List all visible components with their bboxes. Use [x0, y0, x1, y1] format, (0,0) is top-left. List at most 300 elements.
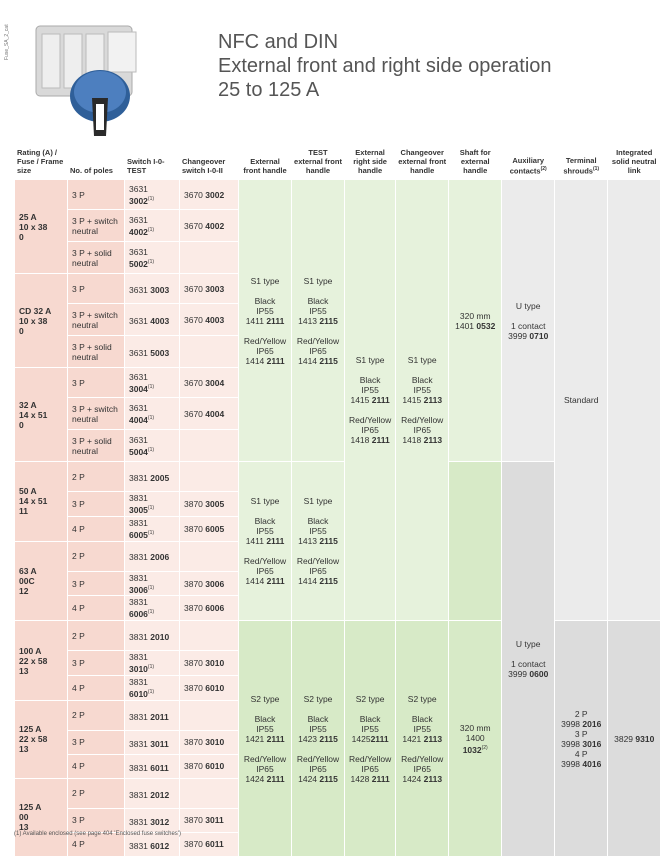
changeover-code-suffix: 6006 [205, 603, 225, 614]
aux-code-prefix: 3999 [508, 668, 530, 679]
handle-color-2: Red/Yellow [243, 753, 287, 764]
changeover-code-suffix: 3005 [205, 498, 225, 509]
aux-contact: 1 contact [510, 658, 546, 669]
handle-cell [396, 621, 448, 856]
switch-code-note: (1) [147, 414, 155, 421]
switch-code-note: (1) [147, 195, 155, 202]
handle-color-2: Red/Yellow [296, 753, 340, 764]
changeover-code-cell [180, 809, 238, 832]
switch-code-note: (1) [147, 383, 155, 390]
handle-cell [239, 462, 291, 620]
switch-code-cell [125, 542, 179, 571]
handle-code-2-suffix: 2111 [371, 435, 390, 446]
header-aux-label: Auxiliary contacts [509, 155, 545, 175]
handle-ip-2: IP65 [413, 425, 431, 436]
poles-text: 4 P [72, 523, 85, 534]
switch-code-suffix: 2005 [150, 472, 170, 483]
poles-cell [68, 368, 124, 397]
rating-text: 25 A 10 x 38 0 [19, 211, 48, 242]
switch-code-cell [125, 462, 179, 491]
changeover-code-prefix: 3870 [184, 523, 206, 534]
handle-ip-2: IP65 [309, 763, 327, 774]
handle-cell [345, 180, 395, 620]
handle-code-2-prefix: 1414 [298, 355, 320, 366]
poles-text: 3 P + solid neutral [72, 435, 112, 456]
aux-contact: 1 contact [510, 320, 546, 331]
switch-code-suffix: 3010 [129, 664, 148, 675]
poles-text: 3 P [72, 189, 85, 200]
switch-code-prefix: 3631 [129, 284, 151, 295]
switch-code-prefix: 3831 [129, 711, 151, 722]
switch-code-cell [125, 621, 179, 650]
switch-code-note: (1) [147, 609, 155, 616]
poles-text: 2 P [72, 471, 85, 482]
changeover-code-suffix: 6010 [205, 683, 225, 694]
handle-color-2: Red/Yellow [243, 556, 287, 567]
shaft-length: 320 mm [459, 310, 491, 321]
switch-code-cell [125, 180, 179, 209]
changeover-code-suffix: 3002 [205, 189, 225, 200]
handle-code-2-suffix: 2111 [266, 355, 285, 366]
changeover-code-suffix: 4002 [205, 220, 225, 231]
handle-type: S1 type [303, 275, 333, 286]
handle-code-2-prefix: 1414 [298, 576, 320, 587]
switch-code-note: (1) [147, 529, 155, 536]
neutral-code-suffix: 9310 [635, 733, 655, 744]
handle-ip-2: IP65 [256, 763, 274, 774]
shroud-code-suffix: 4016 [582, 758, 602, 769]
switch-code-cell [125, 430, 179, 461]
changeover-code-prefix: 3670 [184, 189, 206, 200]
poles-text: 4 P [72, 683, 85, 694]
handle-color-2: Red/Yellow [349, 753, 392, 764]
changeover-code-cell [180, 833, 238, 856]
handle-ip-2: IP65 [309, 345, 327, 356]
switch-code-suffix: 6006 [129, 609, 148, 620]
poles-text: 3 P + solid neutral [72, 247, 112, 268]
switch-code-cell [125, 210, 179, 241]
poles-cell [68, 779, 124, 808]
neutral-empty-cell [608, 180, 660, 620]
handle-code-2-suffix: 2111 [371, 773, 390, 784]
switch-code-cell [125, 304, 179, 335]
handle-code-1-prefix: 1423 [298, 733, 320, 744]
handle-code-1-suffix: 2111 [266, 315, 285, 326]
switch-code-prefix: 3831 [129, 631, 151, 642]
switch-code-suffix: 2006 [150, 552, 170, 563]
handle-cell [239, 180, 291, 461]
switch-code-prefix: 3631 [129, 214, 148, 225]
handle-cell [239, 621, 291, 856]
header-shrouds [555, 146, 607, 179]
switch-code-prefix: 3631 [129, 434, 148, 445]
poles-text: 4 P [72, 603, 85, 614]
changeover-code-prefix: 3670 [184, 220, 206, 231]
aux-cell [502, 462, 554, 856]
poles-text: 2 P [72, 710, 85, 721]
poles-cell [68, 572, 124, 596]
handle-code-1-prefix: 1425 [351, 733, 371, 744]
handle-type: S1 type [355, 355, 385, 366]
poles-cell [68, 398, 124, 429]
aux-type: U type [515, 638, 541, 649]
handle-ip-1: IP55 [361, 385, 379, 396]
handle-cell [292, 180, 344, 461]
handle-code-1-prefix: 1411 [245, 536, 267, 547]
handle-code-1-prefix: 1413 [298, 536, 320, 547]
shaft-code-suffix: 0532 [476, 320, 496, 331]
poles-cell [68, 242, 124, 273]
poles-cell [68, 210, 124, 241]
switch-code-suffix: 4004 [129, 414, 148, 425]
poles-text: 3 P [72, 498, 85, 509]
poles-cell [68, 651, 124, 675]
handle-code-2-prefix: 1424 [402, 773, 424, 784]
switch-code-prefix: 3831 [129, 572, 148, 583]
handle-color-1: Black [254, 713, 276, 724]
switch-code-suffix: 5003 [150, 347, 170, 358]
rating-text: CD 32 A 10 x 38 0 [19, 305, 52, 336]
handle-type: S2 type [303, 693, 333, 704]
switch-code-cell [125, 779, 179, 808]
handle-ip-1: IP55 [309, 723, 327, 734]
handle-code-2-suffix: 2115 [319, 355, 338, 366]
switch-code-suffix: 6012 [150, 840, 170, 851]
header-changeover-ext: Changeover external front handle [398, 148, 447, 175]
switch-code-note: (1) [147, 689, 155, 696]
handle-cell [292, 621, 344, 856]
changeover-code-prefix: 3870 [184, 815, 206, 826]
changeover-code-cell [180, 755, 238, 778]
changeover-code-cell [180, 304, 238, 335]
changeover-code-cell [180, 731, 238, 754]
switch-code-prefix: 3831 [129, 738, 151, 749]
switch-code-cell [125, 517, 179, 541]
handle-code-2-suffix: 2113 [423, 773, 443, 784]
header-shrouds-note: (1) [592, 165, 600, 172]
header-shrouds-label: Terminal shrouds [563, 155, 597, 175]
handle-type: S2 type [407, 693, 437, 704]
aux-code-prefix: 3999 [508, 330, 530, 341]
rating-text: 100 A 22 x 58 13 [19, 645, 48, 676]
handle-ip-1: IP55 [413, 385, 431, 396]
changeover-code-prefix: 3870 [184, 839, 206, 850]
shroud-poles: 4 P [574, 748, 588, 759]
aux-code-suffix: 0600 [529, 668, 549, 679]
poles-cell [68, 430, 124, 461]
switch-code-cell [125, 676, 179, 700]
handle-code-2-suffix: 2111 [266, 773, 285, 784]
handle-color-2: Red/Yellow [243, 335, 287, 346]
changeover-code-prefix: 3870 [184, 498, 206, 509]
switch-code-note: (1) [147, 446, 155, 453]
header-ext-front: External front handle [243, 157, 287, 175]
handle-type: S2 type [250, 693, 280, 704]
changeover-code-suffix: 4004 [205, 408, 225, 419]
switch-code-suffix: 5004 [129, 446, 148, 457]
poles-text: 2 P [72, 630, 85, 641]
aux-type: U type [515, 300, 541, 311]
handle-code-1-suffix: 2115 [319, 733, 338, 744]
changeover-code-cell [180, 398, 238, 429]
rating-cell [15, 779, 67, 856]
switch-code-suffix: 3002 [129, 195, 148, 206]
changeover-code-prefix: 3870 [184, 761, 206, 772]
shaft-length: 320 mm [459, 722, 491, 733]
rating-cell [15, 368, 67, 461]
switch-code-suffix: 2010 [150, 631, 170, 642]
switch-code-suffix: 3011 [150, 738, 169, 749]
switch-code-cell [125, 809, 179, 832]
switch-code-cell [125, 651, 179, 675]
title-line-1: NFC and DIN [218, 31, 339, 53]
switch-code-note: (1) [147, 664, 155, 671]
switch-code-note: (1) [147, 505, 155, 511]
poles-cell [68, 462, 124, 491]
poles-text: 2 P [72, 788, 85, 799]
handle-color-1: Black [254, 295, 276, 306]
changeover-code-cell [180, 274, 238, 303]
poles-text: 3 P + switch neutral [72, 215, 118, 236]
switch-code-prefix: 3831 [129, 652, 148, 663]
switch-code-cell [125, 242, 179, 273]
handle-ip-2: IP65 [256, 566, 274, 577]
handle-code-1-prefix: 1415 [350, 395, 372, 406]
handle-color-1: Black [307, 295, 329, 306]
poles-text: 3 P [72, 578, 85, 589]
handle-color-2: Red/Yellow [296, 556, 340, 567]
shroud-poles: 2 P [574, 708, 588, 719]
rating-text: 32 A 14 x 51 0 [19, 399, 48, 430]
handle-color-1: Black [411, 713, 433, 724]
handle-code-1-suffix: 2113 [423, 395, 443, 406]
switch-code-prefix: 3831 [129, 762, 151, 773]
product-photo [14, 8, 174, 136]
aux-code-suffix: 0710 [529, 330, 549, 341]
rating-text: 63 A 00C 12 [19, 565, 37, 596]
switch-code-suffix: 5002 [129, 258, 148, 269]
switch-code-cell [125, 755, 179, 778]
header-changeover: Changeover switch I-0-II [182, 157, 226, 175]
header-aux [502, 146, 554, 179]
handle-ip-1: IP55 [361, 723, 379, 734]
handle-code-1-suffix: 2113 [423, 733, 443, 744]
changeover-code-cell [180, 430, 238, 461]
handle-code-2-prefix: 1428 [350, 773, 372, 784]
poles-cell [68, 180, 124, 209]
switch-code-prefix: 3831 [129, 517, 148, 528]
table-header-row [15, 146, 660, 179]
handle-type: S1 type [407, 355, 437, 366]
handle-color-1: Black [411, 375, 433, 386]
handle-code-2-suffix: 2111 [266, 576, 285, 587]
handle-ip-1: IP55 [309, 305, 327, 316]
handle-color-1: Black [359, 713, 381, 724]
poles-text: 3 P [72, 658, 85, 669]
handle-ip-2: IP65 [256, 345, 274, 356]
changeover-code-suffix: 3006 [205, 578, 225, 589]
changeover-code-cell [180, 242, 238, 273]
handle-code-1-prefix: 1411 [245, 315, 267, 326]
switch-code-cell [125, 731, 179, 754]
switch-code-cell [125, 368, 179, 397]
header-rating: Rating (A) / Fuse / Frame size [17, 148, 64, 175]
poles-cell [68, 336, 124, 367]
handle-color-2: Red/Yellow [401, 753, 444, 764]
poles-text: 4 P [72, 839, 85, 850]
changeover-code-suffix: 3003 [205, 283, 225, 294]
changeover-code-cell [180, 621, 238, 650]
shroud-code-suffix: 2016 [582, 718, 602, 729]
shaft-code-note: (2) [481, 744, 488, 751]
changeover-code-cell [180, 676, 238, 700]
handle-code-2-prefix: 1414 [245, 355, 267, 366]
changeover-code-prefix: 3670 [184, 314, 206, 325]
switch-code-suffix: 3003 [150, 284, 170, 295]
switch-code-suffix: 6011 [150, 762, 169, 773]
handle-color-1: Black [307, 516, 329, 527]
handle-ip-2: IP65 [413, 763, 431, 774]
handle-code-1-prefix: 1421 [245, 733, 267, 744]
handle-type: S2 type [355, 693, 385, 704]
switch-code-suffix: 3004 [129, 383, 148, 394]
switch-code-prefix: 3631 [129, 347, 151, 358]
handle-code-1-prefix: 1421 [402, 733, 424, 744]
changeover-code-cell [180, 180, 238, 209]
switch-code-suffix: 6010 [129, 688, 148, 699]
product-table [14, 145, 661, 857]
shroud-poles: 3 P [574, 728, 588, 739]
handle-cell [396, 180, 448, 620]
poles-cell [68, 492, 124, 516]
changeover-code-prefix: 3870 [184, 683, 206, 694]
header-poles: No. of poles [70, 166, 113, 175]
handle-type: S1 type [250, 496, 280, 507]
poles-cell [68, 676, 124, 700]
handle-ip-2: IP65 [309, 566, 327, 577]
title-line-3: 25 to 125 A [218, 79, 320, 101]
changeover-code-suffix: 6005 [205, 523, 225, 534]
page-title [218, 30, 552, 102]
switch-code-prefix: 3831 [129, 472, 151, 483]
handle-ip-2: IP65 [361, 425, 379, 436]
switch-code-cell [125, 596, 179, 620]
poles-text: 3 P [72, 815, 85, 826]
handle-ip-2: IP65 [361, 763, 379, 774]
switch-code-note: (1) [147, 226, 155, 233]
handle-code-2-suffix: 2115 [319, 576, 338, 587]
aux-cell [502, 180, 554, 461]
switch-code-prefix: 3631 [129, 246, 148, 257]
rating-cell [15, 701, 67, 778]
poles-cell [68, 304, 124, 335]
handle-ip-1: IP55 [413, 723, 431, 734]
handle-type: S1 type [303, 496, 333, 507]
switch-code-suffix: 4002 [129, 226, 148, 237]
shaft-code-prefix: 1401 [455, 320, 477, 331]
handle-code-2-suffix: 2115 [319, 773, 338, 784]
shaft-empty-cell [449, 462, 501, 620]
switch-code-prefix: 3631 [129, 371, 148, 382]
switch-code-prefix: 3831 [129, 552, 151, 563]
rating-cell [15, 462, 67, 541]
switch-code-suffix: 2012 [150, 789, 170, 800]
changeover-code-suffix: 6011 [205, 839, 224, 850]
handle-code-2-prefix: 1418 [402, 435, 424, 446]
rating-text: 125 A 22 x 58 13 [19, 724, 48, 755]
poles-text: 3 P + switch neutral [72, 403, 118, 424]
handle-color-1: Black [359, 375, 381, 386]
changeover-code-cell [180, 517, 238, 541]
changeover-code-suffix: 3011 [205, 815, 224, 826]
shroud-code-prefix: 3998 [561, 738, 583, 749]
rating-text: 50 A 14 x 51 11 [19, 486, 48, 517]
switch-code-prefix: 3631 [129, 402, 148, 413]
switch-code-cell [125, 492, 179, 516]
switch-code-prefix: 3831 [129, 597, 148, 608]
shroud-code-suffix: 3016 [582, 738, 602, 749]
poles-cell [68, 731, 124, 754]
poles-text: 3 P + switch neutral [72, 309, 118, 330]
shroud-code-prefix: 3998 [561, 718, 583, 729]
changeover-code-suffix: 3010 [205, 658, 225, 669]
poles-cell [68, 517, 124, 541]
poles-text: 3 P [72, 283, 85, 294]
changeover-code-suffix: 3004 [205, 377, 225, 388]
poles-cell [68, 542, 124, 571]
handle-cell [292, 462, 344, 620]
changeover-code-cell [180, 462, 238, 491]
handle-code-2-prefix: 1418 [350, 435, 372, 446]
shaft-cell [449, 180, 501, 461]
poles-cell [68, 596, 124, 620]
changeover-code-cell [180, 779, 238, 808]
switch-code-prefix: 3831 [129, 493, 148, 503]
shroud-code-prefix: 3998 [561, 758, 583, 769]
shrouds-codes-cell [555, 621, 607, 856]
changeover-code-cell [180, 572, 238, 596]
switch-code-suffix: 2011 [150, 711, 169, 722]
changeover-code-cell [180, 368, 238, 397]
image-reference-label: Fuse_SA_2_cat [4, 24, 10, 60]
header-shaft: Shaft for external handle [459, 148, 491, 175]
changeover-code-prefix: 3670 [184, 408, 206, 419]
header-test-ext-front: TEST external front handle [294, 148, 342, 175]
switch-code-suffix: 4003 [150, 315, 170, 326]
handle-ip-1: IP55 [256, 723, 274, 734]
changeover-code-cell [180, 596, 238, 620]
switch-code-prefix: 3631 [129, 183, 148, 194]
poles-cell [68, 755, 124, 778]
changeover-code-prefix: 3670 [184, 377, 206, 388]
changeover-code-suffix: 4003 [205, 314, 225, 325]
poles-cell [68, 621, 124, 650]
changeover-code-cell [180, 651, 238, 675]
changeover-code-suffix: 3010 [205, 737, 225, 748]
changeover-code-prefix: 3870 [184, 603, 206, 614]
header-neutral: Integrated solid neutral link [611, 148, 657, 175]
changeover-code-cell [180, 542, 238, 571]
handle-code-1-suffix: 2111 [266, 536, 285, 547]
handle-ip-1: IP55 [309, 526, 327, 537]
switch-code-suffix: 3006 [129, 584, 148, 595]
header-switch: Switch I-0-TEST [127, 157, 165, 175]
changeover-code-prefix: 3670 [184, 283, 206, 294]
shrouds-standard-cell [555, 180, 607, 620]
switch-code-cell [125, 701, 179, 730]
neutral-code-prefix: 3829 [614, 733, 636, 744]
handle-color-1: Black [307, 713, 329, 724]
